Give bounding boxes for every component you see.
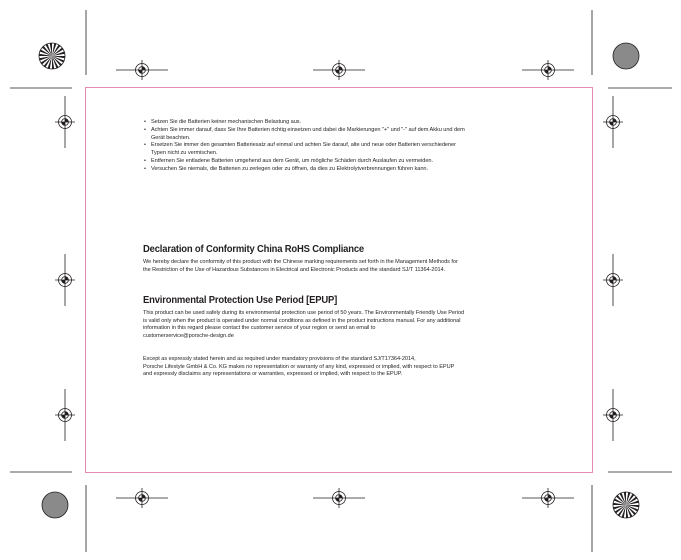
- star-target-icon: [39, 43, 65, 69]
- registration-mark-icon: [603, 254, 623, 306]
- rohs-paragraph: We hereby declare the conformity of this product with the Chinese marking requirements set forth in the Management Methods for the Restriction of the Use of Hazardous Substances in Electrical and Electronic Products and the standard SJ/T 11364-2014.: [143, 259, 458, 273]
- list-item: • Versuchen Sie niemals, die Batterien zu zerlegen oder zu öffnen, da dies zu Elektrolytverbrennungen führen kann.: [144, 165, 428, 172]
- bullet-dot: •: [144, 142, 146, 149]
- registration-mark-icon: [603, 389, 623, 441]
- registration-mark-icon: [603, 96, 623, 148]
- registration-mark-icon: [313, 60, 365, 80]
- list-item: • Entfernen Sie entladene Batterien umgehend aus dem Gerät, um mögliche Schäden durch Auslaufen zu vermeiden.: [144, 157, 433, 164]
- list-item: • Setzen Sie die Batterien keiner mechanischen Belastung aus.: [144, 119, 302, 125]
- list-item: • Achten Sie immer darauf, dass Sie Ihre Batterien richtig einsetzen und dabei die Markierungen "+" und "-" auf dem Akku und dem Gerät beachten.: [144, 126, 465, 141]
- registration-mark-icon: [55, 389, 75, 441]
- epup-paragraph: This product can be used safely during its environmental protection use period of 50 years. The Environmentally Friendly Use Period is valid only when the product is operated under normal conditions as defined in the product instructions manual. For any additional information in this regard please contact the customer service of your region or send an email to customerservice@porsche-design.de: [143, 310, 563, 340]
- registration-mark-icon: [55, 96, 75, 148]
- gray-target-icon: [613, 43, 639, 69]
- bullet-dot: •: [144, 165, 146, 172]
- registration-mark-icon: [522, 488, 574, 508]
- star-target-icon: [613, 492, 639, 518]
- bullet-dot: •: [144, 126, 146, 133]
- registration-mark-icon: [55, 254, 75, 306]
- epup-heading: Environmental Protection Use Period [EPUP]: [143, 294, 338, 306]
- registration-mark-icon: [522, 60, 574, 80]
- registration-mark-icon: [116, 60, 168, 80]
- battery-safety-list: [143, 119, 563, 174]
- registration-mark-icon: [313, 488, 365, 508]
- gray-target-icon: [42, 492, 68, 518]
- page-content: [143, 119, 563, 378]
- bullet-dot: •: [144, 119, 146, 125]
- registration-mark-icon: [116, 488, 168, 508]
- list-item: • Ersetzen Sie immer den gesamten Batteriesatz auf einmal und achten Sie darauf, alte und neue oder Batterien verschiedener Typen nicht zu vermischen.: [144, 142, 456, 157]
- rohs-heading: Declaration of Conformity China RoHS Compliance: [143, 243, 364, 255]
- bullet-dot: •: [144, 157, 146, 164]
- disclaimer-paragraph: Except as expressly stated herein and as required under mandatory provisions of the standard SJ/T17364-2014, Porsche Lifestyle GmbH & Co. KG makes no representation or warranty of any kind, expressed or implied, with respect to EPUP and expressly disclaims any representations or warranties, expressed or implied, with respect to the EPUP.: [143, 356, 455, 378]
- support-email: customerservice@porsche-design.de: [143, 332, 234, 339]
